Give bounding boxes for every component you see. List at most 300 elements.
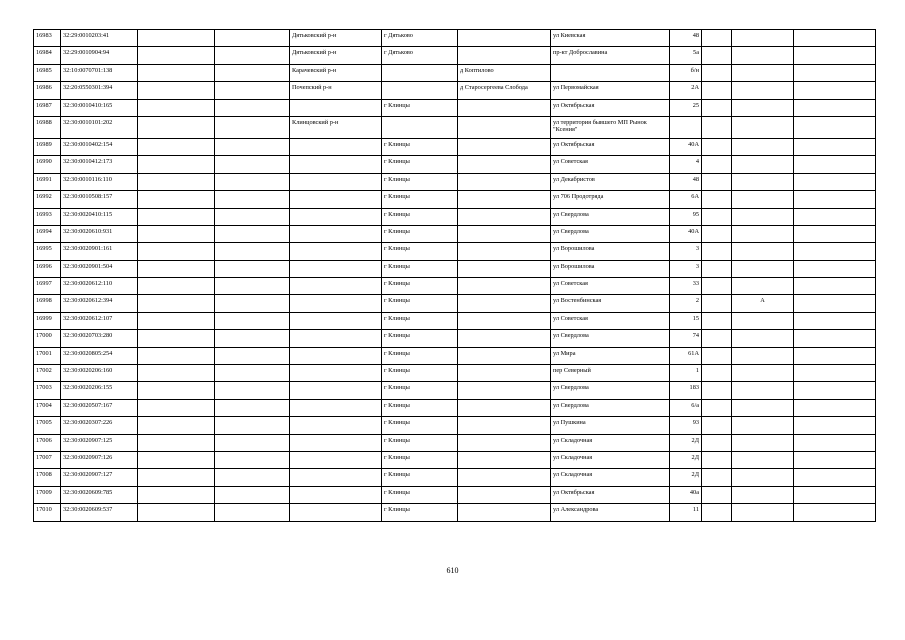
cell-street: ул Ворошилова [551, 260, 670, 277]
cell-record-number: 16994 [34, 225, 61, 242]
cell-building-letter [732, 138, 794, 155]
cell-record-number: 17000 [34, 330, 61, 347]
cell-empty [215, 208, 290, 225]
cell-empty [215, 417, 290, 434]
cell-empty [138, 260, 215, 277]
cell-building-letter [732, 64, 794, 81]
cell-cadastral-number: 32:30:0020612:110 [61, 278, 138, 295]
cell-settlement [458, 30, 551, 47]
cell-building-letter [732, 156, 794, 173]
cell-house-number: 1 [670, 365, 702, 382]
cell-city: г Клинцы [382, 99, 458, 116]
cell-cadastral-number: 32:30:0020507:167 [61, 399, 138, 416]
cell-empty [794, 173, 876, 190]
cell-street: ул Складочная [551, 451, 670, 468]
cell-building-letter [732, 469, 794, 486]
cell-empty [794, 30, 876, 47]
cell-settlement [458, 173, 551, 190]
cell-record-number: 16991 [34, 173, 61, 190]
cell-record-number: 16996 [34, 260, 61, 277]
cell-cadastral-number: 32:30:0010101:202 [61, 116, 138, 138]
cell-empty [138, 417, 215, 434]
table-row [34, 173, 876, 190]
cell-cadastral-number: 32:30:0020410:115 [61, 208, 138, 225]
cell-empty [138, 191, 215, 208]
cell-house-number: 4 [670, 156, 702, 173]
cell-empty [702, 99, 732, 116]
cell-house-number: 40А [670, 138, 702, 155]
document-page [33, 29, 875, 522]
cell-house-number: 183 [670, 382, 702, 399]
cell-street: ул территория бывшего МП Рынок "Ксения" [551, 116, 670, 138]
cell-settlement [458, 486, 551, 503]
cell-empty [215, 278, 290, 295]
table-row [34, 417, 876, 434]
cell-street: пр-кт Доброславина [551, 47, 670, 64]
cell-record-number: 17003 [34, 382, 61, 399]
cell-street: ул Мира [551, 347, 670, 364]
cell-empty [215, 330, 290, 347]
cell-empty [794, 243, 876, 260]
cell-empty [702, 469, 732, 486]
cell-district [290, 208, 382, 225]
cell-empty [702, 278, 732, 295]
cell-record-number: 17006 [34, 434, 61, 451]
cell-city: г Клинцы [382, 469, 458, 486]
cell-city: г Клинцы [382, 156, 458, 173]
cell-empty [138, 82, 215, 99]
cell-street [551, 64, 670, 81]
cell-district [290, 295, 382, 312]
cell-house-number: 15 [670, 312, 702, 329]
cell-building-letter [732, 225, 794, 242]
cell-house-number: 2А [670, 82, 702, 99]
table-row [34, 116, 876, 138]
cell-record-number: 16993 [34, 208, 61, 225]
cell-empty [702, 382, 732, 399]
cell-street: ул Киевская [551, 30, 670, 47]
cell-district [290, 225, 382, 242]
cell-street: ул Александрова [551, 504, 670, 521]
cell-empty [215, 486, 290, 503]
cell-city [382, 116, 458, 138]
cell-empty [138, 99, 215, 116]
cell-street: ул Советская [551, 312, 670, 329]
table-row [34, 243, 876, 260]
cell-empty [215, 30, 290, 47]
cell-empty [794, 225, 876, 242]
cell-empty [794, 64, 876, 81]
cell-street: ул Октябрьская [551, 138, 670, 155]
cell-empty [702, 208, 732, 225]
cell-building-letter [732, 399, 794, 416]
cell-house-number: 33 [670, 278, 702, 295]
cell-empty [138, 138, 215, 155]
cell-record-number: 16987 [34, 99, 61, 116]
cell-city: г Клинцы [382, 260, 458, 277]
cell-city: г Клинцы [382, 312, 458, 329]
cell-house-number: 95 [670, 208, 702, 225]
cell-street: ул Советская [551, 156, 670, 173]
cell-house-number: 40а [670, 486, 702, 503]
registry-table [33, 29, 876, 522]
cell-settlement: д Старосергеева Слобода [458, 82, 551, 99]
cell-city: г Клинцы [382, 417, 458, 434]
cell-record-number: 16990 [34, 156, 61, 173]
table-row [34, 365, 876, 382]
cell-empty [702, 347, 732, 364]
cell-empty [702, 82, 732, 99]
table-row [34, 434, 876, 451]
cell-district [290, 330, 382, 347]
table-row [34, 138, 876, 155]
cell-empty [138, 504, 215, 521]
cell-record-number: 17009 [34, 486, 61, 503]
cell-street: ул Востенбинская [551, 295, 670, 312]
cell-cadastral-number: 32:30:0020907:125 [61, 434, 138, 451]
cell-house-number: 61А [670, 347, 702, 364]
cell-building-letter [732, 312, 794, 329]
cell-district [290, 99, 382, 116]
cell-district: Дятьковский р-н [290, 30, 382, 47]
cell-empty [138, 116, 215, 138]
cell-empty [702, 64, 732, 81]
cell-house-number: 48 [670, 173, 702, 190]
cell-empty [138, 225, 215, 242]
cell-record-number: 17001 [34, 347, 61, 364]
cell-empty [138, 208, 215, 225]
cell-settlement [458, 99, 551, 116]
cell-empty [138, 486, 215, 503]
cell-empty [794, 330, 876, 347]
cell-city [382, 64, 458, 81]
cell-street: ул Свердлова [551, 208, 670, 225]
cell-building-letter [732, 173, 794, 190]
cell-building-letter [732, 243, 794, 260]
cell-record-number: 16992 [34, 191, 61, 208]
cell-empty [794, 382, 876, 399]
cell-building-letter [732, 347, 794, 364]
table-row [34, 30, 876, 47]
cell-city: г Клинцы [382, 243, 458, 260]
cell-district [290, 312, 382, 329]
cell-cadastral-number: 32:30:0020907:127 [61, 469, 138, 486]
cell-settlement: д Коптилово [458, 64, 551, 81]
cell-city: г Клинцы [382, 365, 458, 382]
cell-street: ул Декабристов [551, 173, 670, 190]
cell-empty [138, 295, 215, 312]
table-row [34, 469, 876, 486]
cell-settlement [458, 225, 551, 242]
cell-district [290, 417, 382, 434]
cell-empty [794, 486, 876, 503]
cell-cadastral-number: 32:30:0020612:394 [61, 295, 138, 312]
cell-empty [794, 138, 876, 155]
cell-record-number: 16998 [34, 295, 61, 312]
cell-city: г Клинцы [382, 434, 458, 451]
cell-street: ул Пушкина [551, 417, 670, 434]
cell-cadastral-number: 32:29:0010904:94 [61, 47, 138, 64]
cell-building-letter [732, 191, 794, 208]
cell-city: г Клинцы [382, 399, 458, 416]
cell-house-number: 74 [670, 330, 702, 347]
table-row [34, 330, 876, 347]
cell-empty [138, 365, 215, 382]
cell-record-number: 17008 [34, 469, 61, 486]
cell-empty [215, 399, 290, 416]
cell-empty [138, 278, 215, 295]
cell-empty [702, 312, 732, 329]
cell-empty [794, 295, 876, 312]
cell-empty [138, 330, 215, 347]
cell-empty [702, 138, 732, 155]
cell-empty [794, 504, 876, 521]
cell-empty [702, 225, 732, 242]
cell-empty [215, 191, 290, 208]
cell-empty [794, 82, 876, 99]
cell-settlement [458, 191, 551, 208]
cell-city: г Клинцы [382, 208, 458, 225]
cell-street: ул Складочная [551, 434, 670, 451]
cell-settlement [458, 382, 551, 399]
cell-cadastral-number: 32:30:0010402:154 [61, 138, 138, 155]
cell-cadastral-number: 32:29:0010203:41 [61, 30, 138, 47]
cell-house-number: 25 [670, 99, 702, 116]
cell-city: г Клинцы [382, 138, 458, 155]
cell-empty [702, 191, 732, 208]
cell-cadastral-number: 32:30:0020805:254 [61, 347, 138, 364]
cell-district [290, 504, 382, 521]
cell-empty [215, 64, 290, 81]
cell-building-letter [732, 99, 794, 116]
cell-empty [138, 156, 215, 173]
cell-district [290, 486, 382, 503]
cell-city: г Клинцы [382, 347, 458, 364]
cell-building-letter [732, 208, 794, 225]
cell-empty [138, 243, 215, 260]
cell-building-letter [732, 116, 794, 138]
cell-empty [138, 47, 215, 64]
cell-city: г Клинцы [382, 225, 458, 242]
table-row [34, 82, 876, 99]
cell-district [290, 469, 382, 486]
cell-empty [215, 173, 290, 190]
cell-city: г Клинцы [382, 191, 458, 208]
cell-district: Дятьковский р-н [290, 47, 382, 64]
cell-cadastral-number: 32:30:0020610:931 [61, 225, 138, 242]
cell-house-number: 93 [670, 417, 702, 434]
cell-building-letter [732, 486, 794, 503]
cell-empty [702, 330, 732, 347]
cell-street: ул Свердлова [551, 330, 670, 347]
cell-empty [794, 312, 876, 329]
cell-empty [215, 347, 290, 364]
cell-settlement [458, 330, 551, 347]
cell-city: г Дятьково [382, 30, 458, 47]
cell-record-number: 16988 [34, 116, 61, 138]
cell-cadastral-number: 32:30:0020609:537 [61, 504, 138, 521]
registry-table-body [34, 30, 876, 522]
cell-settlement [458, 417, 551, 434]
cell-empty [702, 295, 732, 312]
cell-empty [215, 156, 290, 173]
cell-empty [702, 156, 732, 173]
cell-empty [702, 399, 732, 416]
cell-empty [702, 365, 732, 382]
cell-empty [215, 295, 290, 312]
cell-house-number: б/н [670, 64, 702, 81]
cell-empty [702, 116, 732, 138]
cell-empty [702, 417, 732, 434]
table-row [34, 504, 876, 521]
table-row [34, 208, 876, 225]
cell-house-number: 2Д [670, 434, 702, 451]
table-row [34, 312, 876, 329]
cell-empty [794, 208, 876, 225]
cell-empty [215, 365, 290, 382]
cell-settlement [458, 156, 551, 173]
cell-cadastral-number: 32:30:0020901:161 [61, 243, 138, 260]
cell-settlement [458, 116, 551, 138]
cell-building-letter [732, 365, 794, 382]
cell-street: ул 706 Продотряда [551, 191, 670, 208]
cell-cadastral-number: 32:30:0020206:155 [61, 382, 138, 399]
cell-empty [794, 347, 876, 364]
cell-empty [215, 47, 290, 64]
cell-district [290, 365, 382, 382]
cell-empty [702, 243, 732, 260]
cell-district [290, 156, 382, 173]
cell-district: Карачевский р-н [290, 64, 382, 81]
cell-cadastral-number: 32:30:0020307:226 [61, 417, 138, 434]
cell-city: г Клинцы [382, 295, 458, 312]
cell-house-number: 5а [670, 47, 702, 64]
cell-empty [138, 469, 215, 486]
cell-empty [794, 156, 876, 173]
cell-district [290, 347, 382, 364]
cell-city: г Клинцы [382, 173, 458, 190]
table-row [34, 99, 876, 116]
cell-record-number: 16989 [34, 138, 61, 155]
cell-record-number: 16995 [34, 243, 61, 260]
cell-district [290, 434, 382, 451]
cell-building-letter [732, 434, 794, 451]
cell-district: Почепский р-н [290, 82, 382, 99]
cell-empty [794, 365, 876, 382]
cell-record-number: 16984 [34, 47, 61, 64]
cell-empty [794, 451, 876, 468]
cell-empty [138, 173, 215, 190]
cell-settlement [458, 260, 551, 277]
cell-empty [702, 504, 732, 521]
cell-settlement [458, 451, 551, 468]
cell-record-number: 17010 [34, 504, 61, 521]
cell-city: г Дятьково [382, 47, 458, 64]
cell-cadastral-number: 32:30:0020703:280 [61, 330, 138, 347]
cell-empty [138, 451, 215, 468]
cell-empty [702, 434, 732, 451]
table-row [34, 486, 876, 503]
cell-empty [215, 225, 290, 242]
cell-empty [702, 486, 732, 503]
cell-house-number [670, 116, 702, 138]
cell-street: пер Северный [551, 365, 670, 382]
cell-settlement [458, 47, 551, 64]
cell-record-number: 16985 [34, 64, 61, 81]
cell-house-number: 3 [670, 260, 702, 277]
cell-empty [794, 260, 876, 277]
cell-city: г Клинцы [382, 382, 458, 399]
cell-street: ул Ворошилова [551, 243, 670, 260]
cell-street: ул Советская [551, 278, 670, 295]
cell-settlement [458, 347, 551, 364]
table-row [34, 191, 876, 208]
cell-cadastral-number: 32:30:0010412:173 [61, 156, 138, 173]
cell-empty [138, 347, 215, 364]
cell-empty [138, 382, 215, 399]
cell-empty [215, 312, 290, 329]
cell-empty [215, 243, 290, 260]
table-row [34, 225, 876, 242]
cell-cadastral-number: 32:30:0010508:157 [61, 191, 138, 208]
cell-city [382, 82, 458, 99]
cell-house-number: 11 [670, 504, 702, 521]
cell-building-letter [732, 278, 794, 295]
cell-empty [138, 30, 215, 47]
cell-empty [794, 99, 876, 116]
cell-empty [794, 469, 876, 486]
cell-settlement [458, 469, 551, 486]
cell-settlement [458, 138, 551, 155]
cell-cadastral-number: 32:30:0020901:504 [61, 260, 138, 277]
cell-street: ул Свердлова [551, 399, 670, 416]
cell-district [290, 451, 382, 468]
cell-empty [702, 47, 732, 64]
cell-empty [794, 417, 876, 434]
cell-building-letter [732, 504, 794, 521]
cell-district [290, 260, 382, 277]
cell-cadastral-number: 32:30:0020609:785 [61, 486, 138, 503]
cell-district [290, 278, 382, 295]
cell-empty [794, 399, 876, 416]
cell-city: г Клинцы [382, 451, 458, 468]
cell-record-number: 17005 [34, 417, 61, 434]
cell-empty [215, 99, 290, 116]
cell-settlement [458, 365, 551, 382]
cell-house-number: 3 [670, 243, 702, 260]
cell-district [290, 399, 382, 416]
cell-empty [215, 260, 290, 277]
cell-cadastral-number: 32:30:0020612:107 [61, 312, 138, 329]
table-row [34, 399, 876, 416]
cell-record-number: 17004 [34, 399, 61, 416]
cell-empty [794, 116, 876, 138]
cell-house-number: 6А [670, 191, 702, 208]
cell-district [290, 191, 382, 208]
cell-district [290, 138, 382, 155]
cell-empty [702, 30, 732, 47]
cell-record-number: 16999 [34, 312, 61, 329]
cell-building-letter [732, 417, 794, 434]
cell-building-letter [732, 260, 794, 277]
cell-house-number: 48 [670, 30, 702, 47]
cell-building-letter [732, 82, 794, 99]
table-row [34, 295, 876, 312]
cell-building-letter [732, 330, 794, 347]
table-row [34, 260, 876, 277]
cell-empty [138, 312, 215, 329]
cell-city: г Клинцы [382, 330, 458, 347]
